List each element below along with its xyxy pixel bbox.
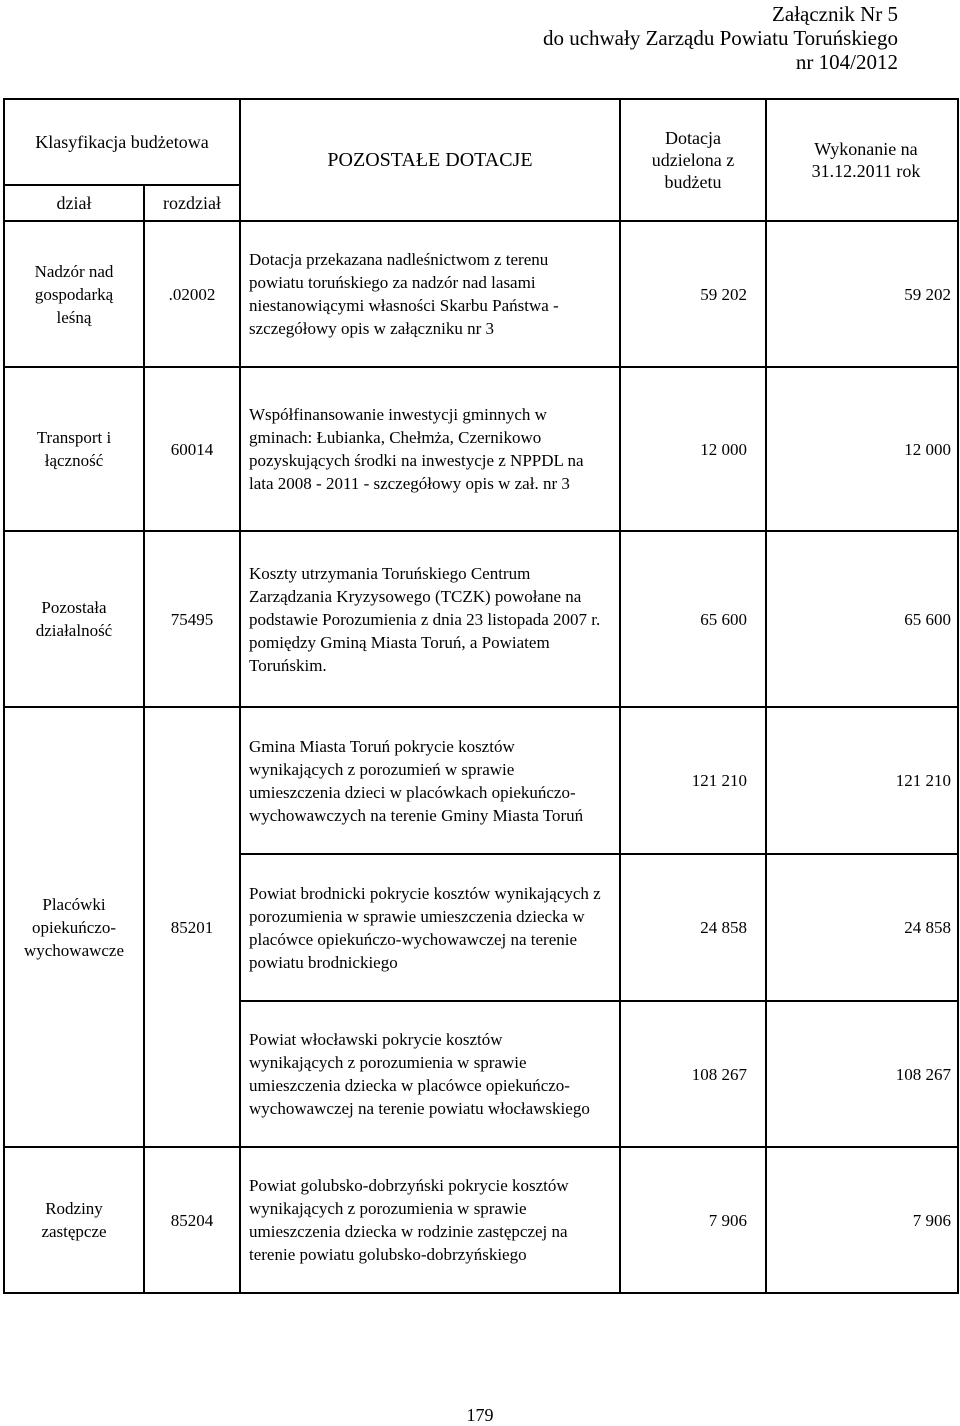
- page-number: 179: [466, 1405, 494, 1425]
- row-description: Koszty utrzymania Toruńskiego Centrum Zarządzania Kryzysowego (TCZK) powołane na podstawie Porozumienia z dnia 23 listopada 2007 r. pomiędzy Gminą Miasta Toruń, a Powiatem Toruńskim.: [249, 563, 601, 675]
- row-description: Powiat włocławski pokrycie kosztów wynikających z porozumienia w sprawie umieszczenia dziecka w placówce opiekuńczo-wychowawczej na terenie powiatu włocławskiego: [249, 1030, 590, 1118]
- row-wykonanie: 7 906: [912, 1210, 951, 1230]
- row-wykonanie: 12 000: [904, 439, 951, 459]
- row-dotacja: 108 267: [691, 1064, 747, 1084]
- table-col-divider: [239, 98, 241, 1294]
- row-rozdzial: 75495: [170, 609, 214, 629]
- row-dzial: Placówki opiekuńczo-wychowawcze: [23, 894, 125, 960]
- row-description: Współfinansowanie inwestycji gminnych w gminach: Łubianka, Chełmża, Czernikowo pozyskujących środki na inwestycje z NPPDL na lata 2008 - 2011 - szczegółowy opis w zał. nr 3: [249, 405, 584, 493]
- header-resolution: do uchwały Zarządu Powiatu Toruńskiego: [542, 26, 898, 50]
- header-classification: Klasyfikacja budżetowa: [35, 132, 209, 152]
- row-description: Powiat brodnicki pokrycie kosztów wynikających z porozumienia w sprawie umieszczenia dziecka w placówce opiekuńczo-wychowawczej na terenie powiatu brodnickiego: [249, 883, 601, 972]
- row-rozdzial: 60014: [170, 439, 214, 459]
- row-dzial: Pozostała działalność: [35, 598, 113, 640]
- row-dzial: Transport i łączność: [36, 428, 112, 470]
- row-dotacja: 121 210: [691, 771, 747, 790]
- row-wykonanie: 65 600: [904, 609, 951, 629]
- table-border-bottom: [3, 1292, 959, 1294]
- row-dotacja: 7 906: [708, 1210, 747, 1230]
- row-wykonanie: 24 858: [904, 918, 951, 937]
- header-resolution-number: nr 104/2012: [795, 50, 898, 74]
- row-wykonanie: 59 202: [904, 284, 951, 304]
- row-rozdzial: 85201: [170, 917, 214, 937]
- row-wykonanie: 121 210: [895, 771, 951, 790]
- row-dzial: Nadzór nad gospodarką leśną: [34, 261, 114, 327]
- header-rozdzial: rozdział: [163, 193, 221, 213]
- table-border-right: [957, 98, 959, 1294]
- row-description: Powiat golubsko-dobrzyński pokrycie kosztów wynikających z porozumienia w sprawie umieszczenia dziecka w rodzinie zastępczej na terenie powiatu golubsko-dobrzyńskiego: [249, 1176, 569, 1264]
- header-dotacja: Dotacja udzielona z budżetu: [651, 128, 735, 192]
- row-description: Gmina Miasta Toruń pokrycie kosztów wynikających z porozumień w sprawie umieszczenia dzieci w placówkach opiekuńczo-wychowawczych na terenie Gminy Miasta Toruń: [249, 736, 584, 825]
- row-dotacja: 65 600: [700, 609, 747, 629]
- header-dzial: dział: [56, 193, 92, 213]
- header-wykonanie: Wykonanie na 31.12.2011 rok: [811, 139, 921, 181]
- document-header: [543, 2, 898, 74]
- row-dotacja: 59 202: [700, 284, 747, 304]
- subsidies-table: [3, 98, 959, 1294]
- row-dotacja: 12 000: [700, 439, 747, 459]
- row-description: Dotacja przekazana nadleśnictwom z terenu powiatu toruńskiego za nadzór nad lasami niestanowiącymi własności Skarbu Państwa - szczegółowy opis w załączniku nr 3: [249, 250, 559, 338]
- row-rozdzial: .02002: [168, 284, 216, 304]
- row-rozdzial: 85204: [170, 1210, 214, 1230]
- header-title: POZOSTAŁE DOTACJE: [327, 149, 533, 171]
- header-attachment-number: Załącznik Nr 5: [772, 2, 898, 26]
- row-dotacja: 24 858: [700, 918, 747, 937]
- row-wykonanie: 108 267: [895, 1064, 951, 1084]
- row-dzial: Rodziny zastępcze: [41, 1199, 107, 1241]
